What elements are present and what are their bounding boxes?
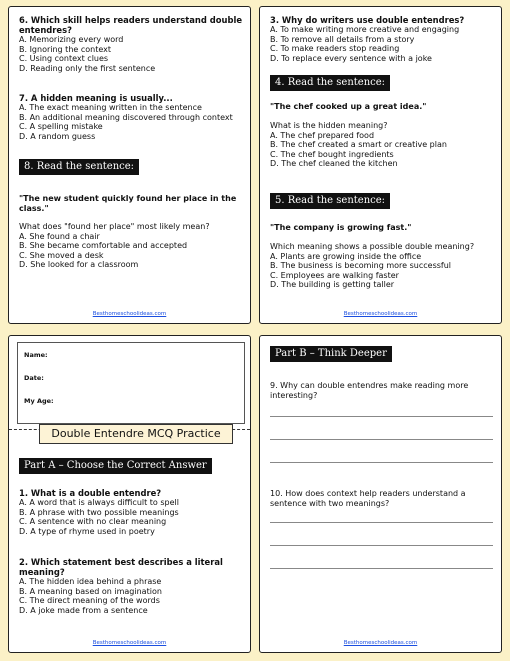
option: A. The chef prepared food	[270, 130, 375, 140]
question-6-text: 6. Which skill helps readers understand double entendres?	[19, 15, 242, 35]
option: A. Memorizing every word	[19, 35, 124, 44]
question-4-text: What is the hidden meaning?	[270, 121, 388, 130]
option: C. The chef bought ingredients	[270, 149, 394, 159]
option: C. The direct meaning of the words	[19, 596, 160, 606]
option: A. She found a chair	[19, 231, 100, 241]
question-5	[270, 223, 495, 290]
page-title: Double Entendre MCQ Practice	[39, 424, 233, 444]
option: B. Ignoring the context	[19, 44, 112, 54]
question-8-banner: 8. Read the sentence:	[19, 159, 139, 175]
age-field-label: My Age:	[24, 397, 54, 405]
option: C. Using context clues	[19, 54, 109, 64]
footer-link[interactable]: Besthomeschoolideas.com	[343, 640, 418, 646]
option: B. To remove all details from a story	[270, 34, 415, 44]
option: B. An additional meaning discovered through context	[19, 112, 233, 122]
name-field-label: Name:	[24, 351, 48, 359]
question-8-quote: "The new student quickly found her place in the class."	[19, 194, 237, 213]
question-1-text: 1. What is a double entendre?	[19, 488, 162, 498]
option: C. A sentence with no clear meaning	[19, 517, 167, 527]
question-2	[19, 557, 244, 615]
question-1	[19, 488, 244, 536]
option: A. A word that is always difficult to spell	[19, 498, 179, 507]
option: B. A phrase with two possible meanings	[19, 507, 179, 517]
option: B. The chef created a smart or creative plan	[270, 140, 447, 150]
footer-link[interactable]: Besthomeschoolideas.com	[92, 640, 167, 646]
question-5-text: Which meaning shows a possible double meaning?	[270, 242, 475, 251]
option: C. She moved a desk	[19, 250, 104, 260]
option: D. She looked for a classroom	[19, 260, 139, 270]
option: C. A spelling mistake	[19, 122, 103, 132]
date-field-label: Date:	[24, 374, 44, 382]
footer-link[interactable]: Besthomeschoolideas.com	[92, 311, 167, 317]
question-6	[19, 15, 244, 73]
option: D. The building is getting taller	[270, 280, 395, 290]
question-8-text: What does "found her place" most likely mean?	[19, 222, 210, 231]
question-7-text: 7. A hidden meaning is usually...	[19, 93, 173, 103]
option: C. Employees are walking faster	[270, 270, 399, 280]
student-info-box	[17, 342, 245, 424]
question-2-text: 2. Which statement best describes a literal meaning?	[19, 557, 223, 577]
worksheet-page-1	[8, 335, 251, 653]
question-9-text: 9. Why can double entendres make reading more interesting?	[270, 381, 469, 400]
part-a-banner: Part A – Choose the Correct Answer	[19, 458, 212, 474]
answer-line[interactable]	[270, 522, 493, 523]
answer-line[interactable]	[270, 462, 493, 463]
answer-line[interactable]	[270, 568, 493, 569]
option: D. A type of rhyme used in poetry	[19, 526, 155, 536]
option: D. Reading only the first sentence	[19, 63, 156, 73]
question-8	[19, 194, 244, 270]
answer-line[interactable]	[270, 545, 493, 546]
option: B. She became comfortable and accepted	[19, 241, 188, 251]
part-b-banner: Part B – Think Deeper	[270, 346, 392, 362]
question-5-banner: 5. Read the sentence:	[270, 193, 390, 209]
option: A. Plants are growing inside the office	[270, 251, 422, 261]
question-4	[270, 102, 495, 169]
answer-line[interactable]	[270, 416, 493, 417]
worksheet-page-2	[8, 6, 251, 324]
option: B. A meaning based on imagination	[19, 586, 162, 596]
answer-line[interactable]	[270, 439, 493, 440]
question-7	[19, 93, 244, 141]
footer-link[interactable]: Besthomeschoolideas.com	[343, 311, 418, 317]
worksheet-page-3	[259, 6, 502, 324]
question-3-text: 3. Why do writers use double entendres?	[270, 15, 465, 25]
worksheet-page-4	[259, 335, 502, 653]
option: D. To replace every sentence with a joke	[270, 53, 432, 63]
option: D. A random guess	[19, 131, 96, 141]
question-4-banner: 4. Read the sentence:	[270, 75, 390, 91]
option: D. A joke made from a sentence	[19, 605, 148, 615]
option: B. The business is becoming more successful	[270, 261, 452, 271]
option: A. To make writing more creative and engaging	[270, 25, 460, 34]
question-10-text: 10. How does context help readers understand a sentence with two meanings?	[270, 489, 466, 508]
question-5-quote: "The company is growing fast."	[270, 223, 412, 232]
option: C. To make readers stop reading	[270, 44, 400, 54]
question-3	[270, 15, 495, 63]
option: D. The chef cleaned the kitchen	[270, 159, 398, 169]
option: A. The hidden idea behind a phrase	[19, 577, 162, 586]
option: A. The exact meaning written in the sentence	[19, 103, 202, 112]
question-4-quote: "The chef cooked up a great idea."	[270, 102, 427, 111]
